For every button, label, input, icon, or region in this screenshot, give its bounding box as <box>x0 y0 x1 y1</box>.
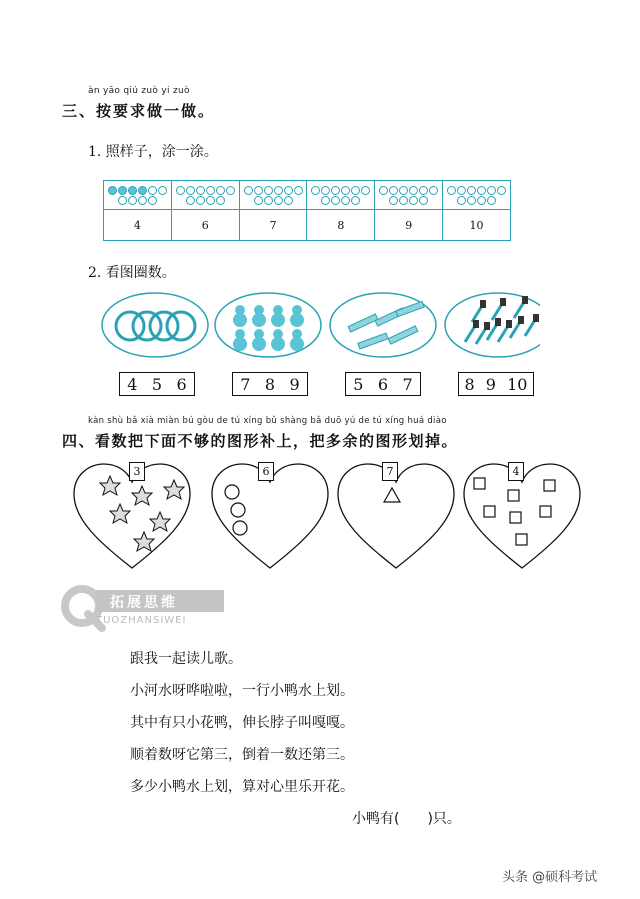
grid-cell <box>172 181 240 240</box>
option[interactable]: 8 <box>264 374 276 394</box>
circle-icon <box>225 485 247 535</box>
circle-dot[interactable] <box>148 196 157 205</box>
options-rings <box>119 372 195 396</box>
banner-bar <box>96 590 224 612</box>
circle-dot[interactable] <box>254 196 263 205</box>
circle-dot[interactable] <box>341 186 350 195</box>
circle-dot[interactable] <box>264 186 273 195</box>
star-icon <box>100 476 184 551</box>
grid-cell <box>104 181 172 240</box>
circle-dot[interactable] <box>216 186 225 195</box>
brushes-icon <box>465 296 539 344</box>
heart-2-number: 6 <box>258 462 274 481</box>
rings-oval <box>102 293 208 357</box>
circle-dot[interactable] <box>284 196 293 205</box>
option[interactable]: 8 <box>464 374 475 394</box>
option[interactable]: 9 <box>289 374 300 394</box>
circle-dot[interactable] <box>226 186 235 195</box>
circle-dot[interactable] <box>351 186 360 195</box>
poem-answer-line[interactable]: 小鸭有( )只。 <box>352 811 461 827</box>
square-icon <box>474 478 555 545</box>
grid-number: 10 <box>469 218 484 232</box>
poem-line-5: 多少小鸭水上划，算对心里乐开花。 <box>130 779 354 795</box>
poem-line-1: 跟我一起读儿歌。 <box>130 651 242 667</box>
circle-dot[interactable] <box>128 196 137 205</box>
circle-dot[interactable] <box>284 186 293 195</box>
circle-dot[interactable] <box>389 196 398 205</box>
circle-dot[interactable] <box>477 196 486 205</box>
circle-dot[interactable] <box>216 196 225 205</box>
question-1-text: 1. 照样子，涂一涂。 <box>88 144 218 160</box>
circle-dot[interactable] <box>467 196 476 205</box>
circle-dot[interactable] <box>487 196 496 205</box>
question-2-text: 2. 看图圈数。 <box>88 265 176 281</box>
option[interactable]: 4 <box>127 374 138 394</box>
options-pencils <box>345 372 421 396</box>
circle-dot[interactable] <box>447 186 456 195</box>
dot-row <box>104 181 171 210</box>
circle-dot[interactable] <box>409 186 418 195</box>
circle-dot[interactable] <box>351 196 360 205</box>
circle-dot[interactable] <box>467 186 476 195</box>
grid-cell <box>307 181 375 240</box>
option[interactable]: 6 <box>377 374 389 394</box>
option[interactable]: 5 <box>353 374 364 394</box>
grid-number: 4 <box>133 218 141 232</box>
circle-dot[interactable] <box>206 196 215 205</box>
circle-dot[interactable] <box>311 186 320 195</box>
heart-4-number: 4 <box>508 462 524 481</box>
gourds-oval <box>215 293 321 357</box>
circle-dot[interactable] <box>264 196 273 205</box>
grid-cell <box>443 181 510 240</box>
options-brushes <box>458 372 534 396</box>
circle-dot[interactable] <box>331 196 340 205</box>
circle-dot[interactable] <box>186 186 195 195</box>
circle-dot[interactable] <box>321 196 330 205</box>
circle-dot[interactable] <box>419 196 428 205</box>
circle-dot[interactable] <box>138 196 147 205</box>
dot-row <box>375 181 442 210</box>
option[interactable]: 9 <box>485 374 496 394</box>
circle-dot[interactable] <box>457 186 466 195</box>
banner-subtitle: TUOZHANSIWEI <box>96 615 187 626</box>
circle-dot[interactable] <box>254 186 263 195</box>
circle-dot[interactable] <box>477 186 486 195</box>
circle-dot[interactable] <box>148 186 157 195</box>
grid-number: 6 <box>201 218 209 232</box>
grid-number: 7 <box>269 218 277 232</box>
heart-3-number: 7 <box>382 462 398 481</box>
option[interactable]: 7 <box>240 374 251 394</box>
circle-dot[interactable] <box>487 186 496 195</box>
circle-dot[interactable] <box>409 196 418 205</box>
circle-dot[interactable] <box>389 186 398 195</box>
circle-dot[interactable] <box>331 186 340 195</box>
dot-row <box>172 181 239 210</box>
pencils-icon <box>348 301 424 349</box>
triangle-icon <box>384 488 400 502</box>
watermark-text: 头条 @硕科考试 <box>502 870 598 885</box>
hearts-area <box>70 458 610 578</box>
option[interactable]: 6 <box>176 374 187 394</box>
circle-dot[interactable] <box>206 186 215 195</box>
circle-dot[interactable] <box>497 186 506 195</box>
grid-cell <box>240 181 308 240</box>
circle-dot[interactable] <box>457 196 466 205</box>
circle-dot[interactable] <box>118 196 127 205</box>
circle-dot[interactable] <box>196 186 205 195</box>
heart-1-number: 3 <box>129 462 145 481</box>
circle-dot[interactable] <box>196 196 205 205</box>
section3-title: 三、按要求做一做。 <box>62 102 216 120</box>
poem-line-4: 顺着数呀它第三，倒着一数还第三。 <box>130 747 354 763</box>
dot-row <box>307 181 374 210</box>
circle-dot[interactable] <box>108 186 117 195</box>
option[interactable]: 7 <box>402 374 413 394</box>
options-gourds <box>232 372 308 396</box>
picture-groups <box>100 292 540 362</box>
dot-grid-table <box>103 180 511 241</box>
grid-number: 8 <box>337 218 345 232</box>
circle-dot[interactable] <box>321 186 330 195</box>
circle-dot[interactable] <box>379 186 388 195</box>
circle-dot[interactable] <box>361 186 370 195</box>
dot-row <box>240 181 307 210</box>
section4-title: 四、看数把下面不够的图形补上，把多余的图形划掉。 <box>62 432 459 450</box>
banner-title: 拓展思维 <box>110 595 178 611</box>
gourds-icon <box>233 305 304 351</box>
circle-dot[interactable] <box>128 186 137 195</box>
circle-dot[interactable] <box>419 186 428 195</box>
circle-dot[interactable] <box>176 186 185 195</box>
circle-dot[interactable] <box>244 186 253 195</box>
circle-dot[interactable] <box>429 186 438 195</box>
poem-line-2: 小河水呀哗啦啦，一行小鸭水上划。 <box>130 683 354 699</box>
option[interactable]: 5 <box>151 374 163 394</box>
pencils-oval <box>330 293 436 357</box>
brushes-oval <box>445 293 540 357</box>
poem-line-3: 其中有只小花鸭，伸长脖子叫嘎嘎。 <box>130 715 354 731</box>
grid-number: 9 <box>405 218 413 232</box>
circle-dot[interactable] <box>274 196 283 205</box>
circle-dot[interactable] <box>118 186 127 195</box>
dot-row <box>443 181 510 210</box>
grid-cell <box>375 181 443 240</box>
circle-dot[interactable] <box>158 186 167 195</box>
circle-dot[interactable] <box>341 196 350 205</box>
circle-dot[interactable] <box>399 186 408 195</box>
rings-icon <box>116 312 195 340</box>
section3-pinyin: àn yāo qiú zuò yi zuò <box>88 86 190 96</box>
circle-dot[interactable] <box>399 196 408 205</box>
circle-dot[interactable] <box>138 186 147 195</box>
circle-dot[interactable] <box>294 186 303 195</box>
circle-dot[interactable] <box>186 196 195 205</box>
section4-pinyin: kàn shù bǎ xià miàn bú gòu de tú xíng bǔ shàng bǎ duō yú de tú xíng huá diào <box>88 416 447 426</box>
circle-dot[interactable] <box>274 186 283 195</box>
option[interactable]: 10 <box>507 374 528 394</box>
